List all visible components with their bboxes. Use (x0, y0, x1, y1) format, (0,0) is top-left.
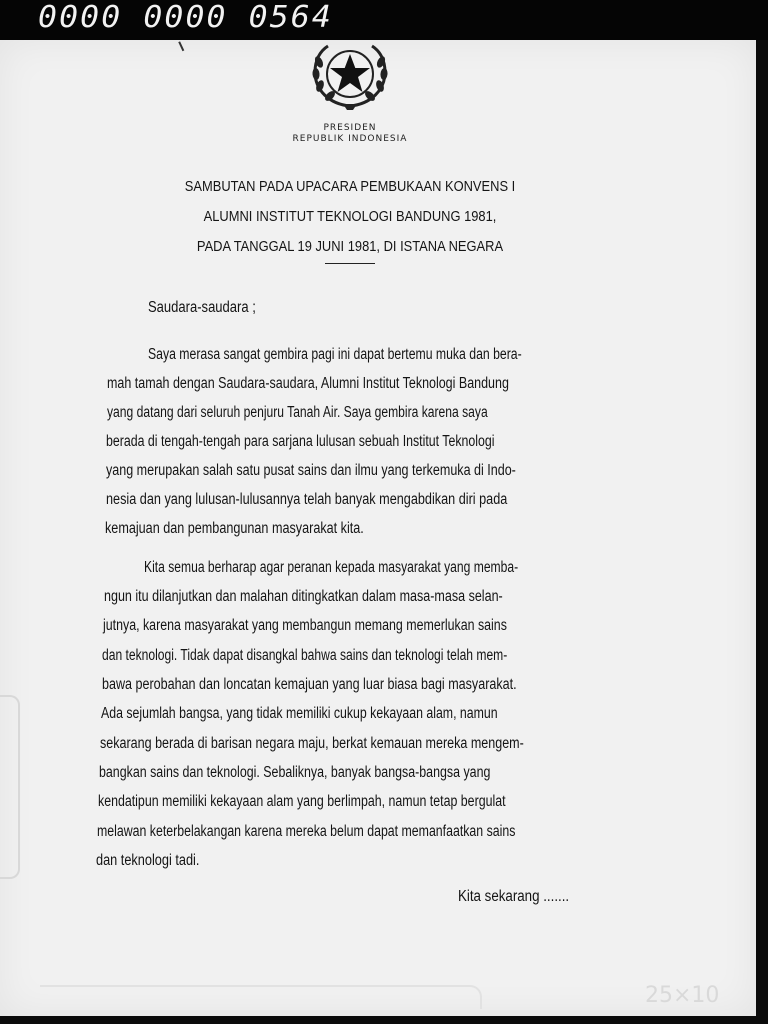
presidential-emblem-icon (305, 38, 395, 112)
title-line: PADA TANGGAL 19 JUNI 1981, DI ISTANA NEGARA (196, 238, 504, 255)
text-line: bangkan sains dan teknologi. Sebaliknya, banyak bangsa-bangsa yang (99, 764, 491, 781)
text-line: sekarang berada di barisan negara maju, berkat kemauan mereka mengem- (100, 735, 524, 752)
letterhead (250, 123, 450, 145)
text-line: Saya merasa sangat gembira pagi ini dapat bertemu muka dan bera- (148, 346, 522, 363)
text-line: yang datang dari seluruh penjuru Tanah Air. Saya gembira karena saya (107, 404, 488, 421)
text-line: nesia dan yang lulusan-lulusannya telah banyak mengabdikan diri pada (106, 491, 508, 508)
title-line: ALUMNI INSTITUT TEKNOLOGI BANDUNG 1981, (203, 208, 497, 225)
text-line: mah tamah dengan Saudara-saudara, Alumni Institut Teknologi Bandung (107, 375, 509, 392)
letterhead-line: PRESIDEN (323, 123, 377, 133)
text-line: bawa perobahan dan loncatan kemajuan yang luar biasa bagi masyarakat. (102, 676, 517, 693)
text-line: dan teknologi. Tidak dapat disangkal bahwa sains dan teknologi telah mem- (102, 647, 508, 664)
text-line: berada di tengah-tengah para sarjana lulusan sebuah Institut Teknologi (106, 433, 495, 450)
continuation-note: Kita sekarang ....... (458, 888, 570, 905)
text-line: yang merupakan salah satu pusat sains dan ilmu yang terkemuka di Indo- (106, 462, 516, 479)
document-title (178, 172, 522, 262)
title-line: SAMBUTAN PADA UPACARA PEMBUKAAN KONVENS I (184, 178, 516, 195)
text-line: dan teknologi tadi. (96, 852, 200, 869)
film-code: 0000 0000 0564 (38, 0, 333, 35)
film-border (756, 40, 768, 1024)
letterhead-line: REPUBLIK INDONESIA (292, 134, 408, 144)
film-edge-mark (0, 695, 20, 879)
text-line: Ada sejumlah bangsa, yang tidak memiliki cukup kekayaan alam, namun (101, 705, 498, 722)
text-line: melawan keterbelakangan karena mereka belum dapat memanfaatkan sains (97, 823, 516, 840)
text-line: kemajuan dan pembangunan masyarakat kita. (105, 520, 364, 537)
text-line: kendatipun memiliki kekayaan alam yang berlimpah, namun tetap bergulat (98, 793, 506, 810)
text-line: Kita semua berharap agar peranan kepada masyarakat yang memba- (144, 559, 519, 576)
text-line: ngun itu dilanjutkan dan malahan ditingkatkan dalam masa-masa selan- (104, 588, 503, 605)
film-bottom-mark (40, 985, 482, 1009)
frame-mark: 25×10 (645, 983, 720, 1008)
salutation: Saudara-saudara ; (148, 299, 256, 316)
title-divider (325, 263, 375, 264)
text-line: jutnya, karena masyarakat yang membangun memang memerlukan sains (103, 617, 507, 634)
film-strip (0, 0, 768, 40)
